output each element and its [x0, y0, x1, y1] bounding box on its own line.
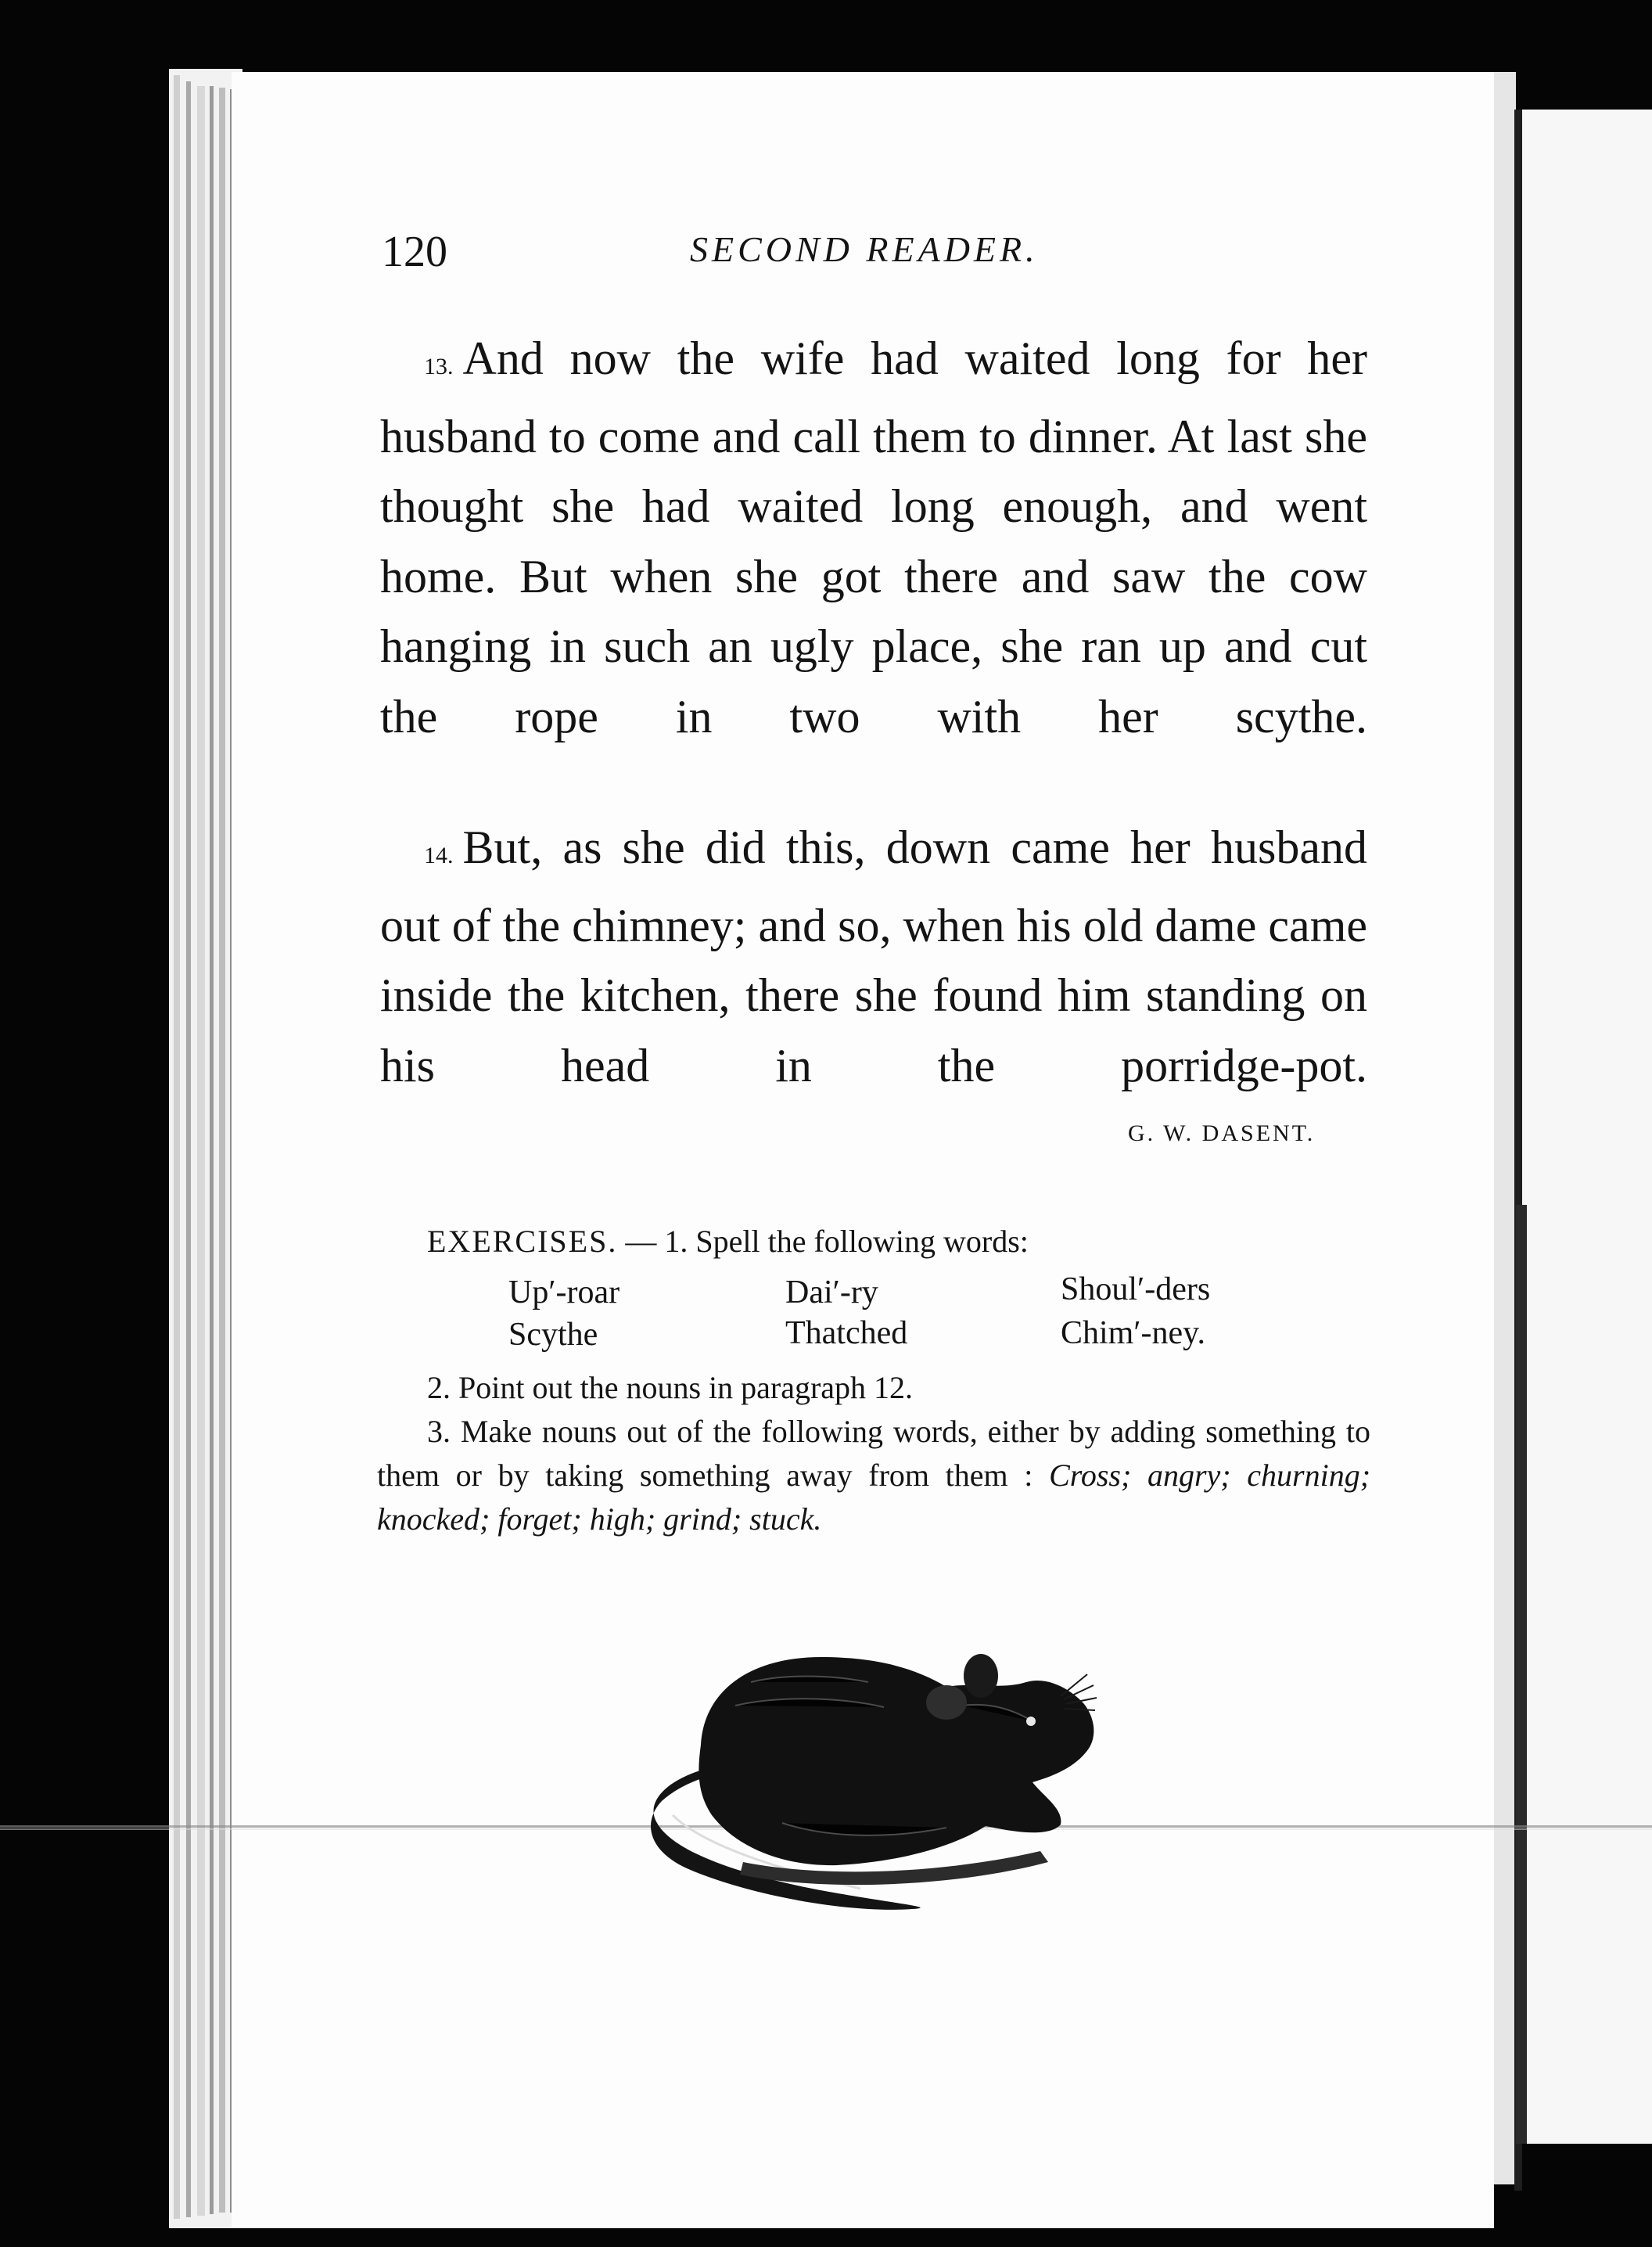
exercise-1: — 1. Spell the following words: [625, 1224, 1029, 1259]
spelling-word: Shoul′-ders [1061, 1271, 1211, 1307]
spelling-word: Thatched [785, 1315, 908, 1351]
exercise-3-words: Cross; angry; churning; knocked; forget; high; grind; stuck. [377, 1458, 1371, 1537]
exercise-2: 2. Point out the nouns in paragraph 12. [427, 1370, 914, 1405]
paragraph-text: And now the wife had waited long for her husband to come and call them to dinner. At last she thought she had waited long enough, and went home. But when she got there and saw the cow hanging in such an ugly place, she ran up and cut the rope in two with her scythe. [380, 333, 1367, 742]
spelling-word: Up′-roar [508, 1274, 620, 1310]
spelling-word: Scythe [508, 1317, 598, 1353]
running-head: SECOND READER. [690, 229, 1039, 269]
paragraph-text: But, as she did this, down came her husband out of the chimney; and so, when his old dame came inside the kitchen, there she found him standing on his head in the porridge-pot. [380, 822, 1367, 1091]
spelling-word: Chim′-ney. [1061, 1315, 1205, 1351]
spelling-word: Dai′-ry [785, 1274, 878, 1310]
paragraph-number: 14. [424, 843, 454, 868]
page-number: 120 [382, 228, 447, 276]
paragraph-number: 13. [424, 354, 454, 379]
page-edge-stack [169, 69, 242, 2228]
exercise-3-text: 3. Make nouns out of the following words, either by adding something to them or by taking something away from them : [377, 1414, 1370, 1493]
paragraph-13 [380, 324, 1367, 752]
exercises-label: EXERCISES. [427, 1224, 618, 1259]
exercise-3 [377, 1410, 1370, 1541]
adjacent-page [1522, 110, 1652, 2144]
attribution: G. W. DASENT. [1128, 1120, 1316, 1146]
paragraph-14 [380, 813, 1367, 1101]
exercises-heading [427, 1223, 1029, 1260]
